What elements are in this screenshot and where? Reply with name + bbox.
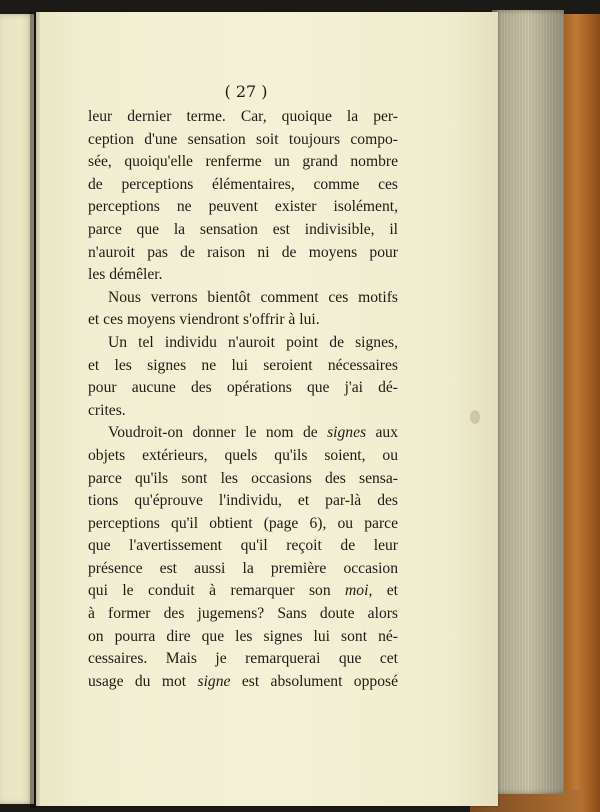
text-line: crites. — [88, 401, 126, 419]
text-line: qui le conduit à remarquer son moi, et — [88, 582, 399, 600]
text-line: à former des jugemens? Sans doute alors — [88, 605, 398, 623]
text-line: et les signes ne lui seroient nécessaires — [88, 356, 398, 374]
text-line: perceptions ne peuvent exister isolément, — [88, 198, 398, 216]
text-line: Nous verrons bientôt comment ces motifs — [108, 288, 398, 306]
text-line: objets extérieurs, quels qu'ils soient, ou — [88, 446, 398, 464]
text-line: Voudroit-on donner le nom de signes aux — [108, 424, 398, 442]
text-line: leur dernier terme. Car, quoique la per- — [88, 108, 398, 125]
text-line: parce qu'ils sont les occasions des sensa- — [88, 469, 398, 487]
text-line: perceptions qu'il obtient (page 6), ou parce — [88, 514, 398, 532]
text-line: que l'avertissement qu'il reçoit de leur — [88, 537, 398, 555]
text-line: cessaires. Mais je remarquerai que cet — [88, 650, 398, 668]
fore-edge-shading — [492, 10, 564, 794]
leather-cover — [560, 0, 600, 812]
text-line: Un tel individu n'auroit point de signes, — [108, 333, 398, 351]
text-line: pour aucune des opérations que j'ai dé- — [88, 379, 398, 397]
text-line: les démêler. — [88, 266, 163, 284]
text-line: de perceptions élémentaires, comme ces — [88, 175, 398, 193]
previous-page-edge — [0, 14, 34, 804]
text-line: ception d'une sensation soit toujours compo- — [88, 130, 398, 148]
text-line: usage du mot signe est absolument opposé — [88, 672, 398, 690]
text-line: sée, quoiqu'elle renferme un grand nombre — [88, 153, 398, 171]
text-line: tions qu'éprouve l'individu, et par-là des — [88, 492, 398, 510]
text-line: n'auroit pas de raison ni de moyens pour — [88, 243, 398, 261]
body-text — [88, 106, 398, 693]
paper-mark — [470, 410, 480, 424]
text-line: présence est aussi la première occasion — [88, 559, 398, 577]
text-line: et ces moyens viendront s'offrir à lui. — [88, 311, 320, 329]
text-line: on pourra dire que les signes lui sont né- — [88, 627, 398, 645]
page-number: ( 27 ) — [224, 82, 268, 101]
gutter-shadow — [30, 12, 40, 808]
text-line: parce que la sensation est indivisible, il — [88, 220, 398, 238]
